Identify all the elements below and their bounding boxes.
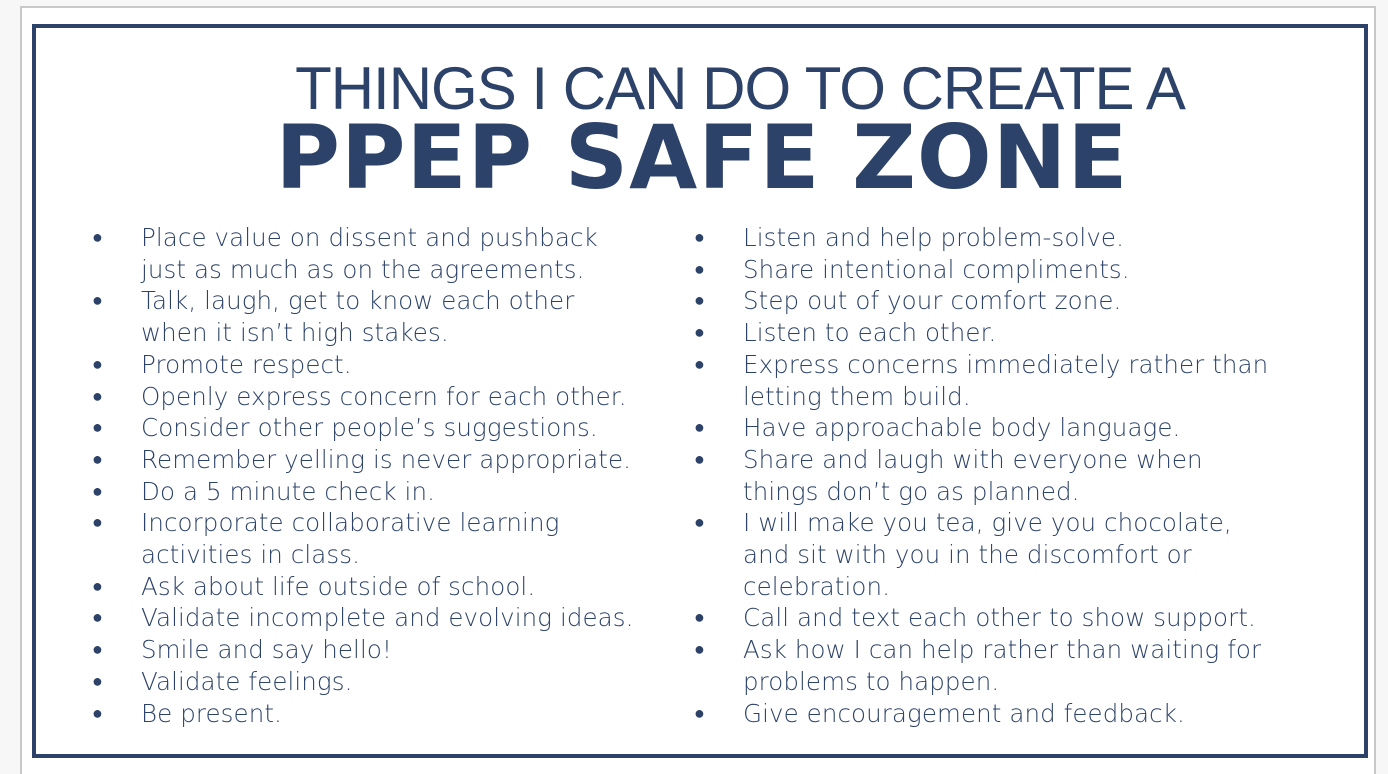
list-item xyxy=(694,254,1294,286)
title-line-1: THINGS I CAN DO TO CREATE A xyxy=(295,55,1185,122)
list-item-text: Express concerns immediately rather than letting them build. xyxy=(743,349,1269,411)
list-item xyxy=(694,507,1294,602)
list-item-text: Consider other people’s suggestions. xyxy=(141,413,598,443)
bullet-icon: ● xyxy=(92,448,103,470)
list-item xyxy=(92,666,682,698)
list-item-text: Have approachable body language. xyxy=(743,413,1181,443)
list-item-text: Remember yelling is never appropriate. xyxy=(141,444,632,474)
bullet-icon: ● xyxy=(694,290,705,312)
bullet-icon: ● xyxy=(92,385,103,407)
list-item-text: Validate feelings. xyxy=(141,666,353,696)
list-item-text: Place value on dissent and pushback just as much as on the agreements. xyxy=(141,223,598,284)
bullet-icon: ● xyxy=(694,353,705,375)
list-item-text: Be present. xyxy=(141,698,282,728)
bullet-icon: ● xyxy=(92,670,103,692)
bullet-icon: ● xyxy=(92,512,103,534)
list-item xyxy=(92,222,682,285)
list-item xyxy=(694,634,1294,697)
bullet-icon: ● xyxy=(694,639,705,661)
list-item-text: Step out of your comfort zone. xyxy=(743,286,1122,316)
title-line-2: PPEP SAFE ZONE xyxy=(275,106,1129,209)
bullet-icon: ● xyxy=(694,607,705,629)
bullet-icon: ● xyxy=(92,480,103,502)
bullet-icon: ● xyxy=(694,322,705,344)
list-item-text: Listen to each other. xyxy=(743,318,997,348)
bullet-icon: ● xyxy=(92,353,103,375)
list-item xyxy=(92,381,682,413)
bullet-icon: ● xyxy=(92,417,103,439)
list-item-text: Call and text each other to show support. xyxy=(743,603,1256,633)
bullet-icon: ● xyxy=(694,702,705,724)
list-item xyxy=(694,285,1294,317)
list-item-text: Openly express concern for each other. xyxy=(141,381,627,411)
list-item-text: Validate incomplete and evolving ideas. xyxy=(141,603,634,633)
left-bullet-list xyxy=(92,222,682,729)
list-item-text: Promote respect. xyxy=(141,349,352,379)
bullet-icon: ● xyxy=(694,448,705,470)
list-item-text: Do a 5 minute check in. xyxy=(141,476,435,506)
list-item-text: Talk, laugh, get to know each other when it isn’t high stakes. xyxy=(141,286,575,348)
bullet-icon: ● xyxy=(92,575,103,597)
list-item xyxy=(694,602,1294,634)
bullet-icon: ● xyxy=(92,639,103,661)
list-item xyxy=(92,444,682,476)
list-item-text: Ask how I can help rather than waiting for problems to happen. xyxy=(743,635,1262,696)
bullet-icon: ● xyxy=(694,512,705,534)
list-item xyxy=(694,412,1294,444)
list-item xyxy=(694,317,1294,349)
list-item xyxy=(92,285,682,348)
list-item xyxy=(92,698,682,730)
list-item-text: Share intentional compliments. xyxy=(743,254,1130,284)
bullet-icon: ● xyxy=(92,607,103,629)
list-item-text: Incorporate collaborative learning activities in class. xyxy=(141,508,560,570)
bullet-icon: ● xyxy=(694,417,705,439)
list-item xyxy=(92,602,682,634)
bullet-icon: ● xyxy=(694,227,705,248)
list-item xyxy=(92,476,682,508)
list-item-text: Give encouragement and feedback. xyxy=(743,698,1185,728)
bullet-icon: ● xyxy=(92,290,103,312)
bullet-icon: ● xyxy=(92,227,103,248)
list-item xyxy=(92,507,682,570)
list-item xyxy=(694,349,1294,412)
list-item-text: Smile and say hello! xyxy=(141,635,392,665)
list-item xyxy=(694,222,1294,254)
list-item xyxy=(92,634,682,666)
list-item xyxy=(92,349,682,381)
list-item-text: Ask about life outside of school. xyxy=(141,571,536,601)
list-item xyxy=(92,412,682,444)
list-item-text: Share and laugh with everyone when things don’t go as planned. xyxy=(743,444,1203,506)
right-bullet-list xyxy=(694,222,1294,729)
list-item-text: Listen and help problem-solve. xyxy=(743,223,1124,252)
bullet-icon: ● xyxy=(694,258,705,280)
list-item xyxy=(92,571,682,603)
list-item xyxy=(694,444,1294,507)
list-item xyxy=(694,698,1294,730)
bullet-icon: ● xyxy=(92,702,103,724)
list-item-text: I will make you tea, give you chocolate, and sit with you in the discomfort or celebration. xyxy=(743,508,1232,601)
